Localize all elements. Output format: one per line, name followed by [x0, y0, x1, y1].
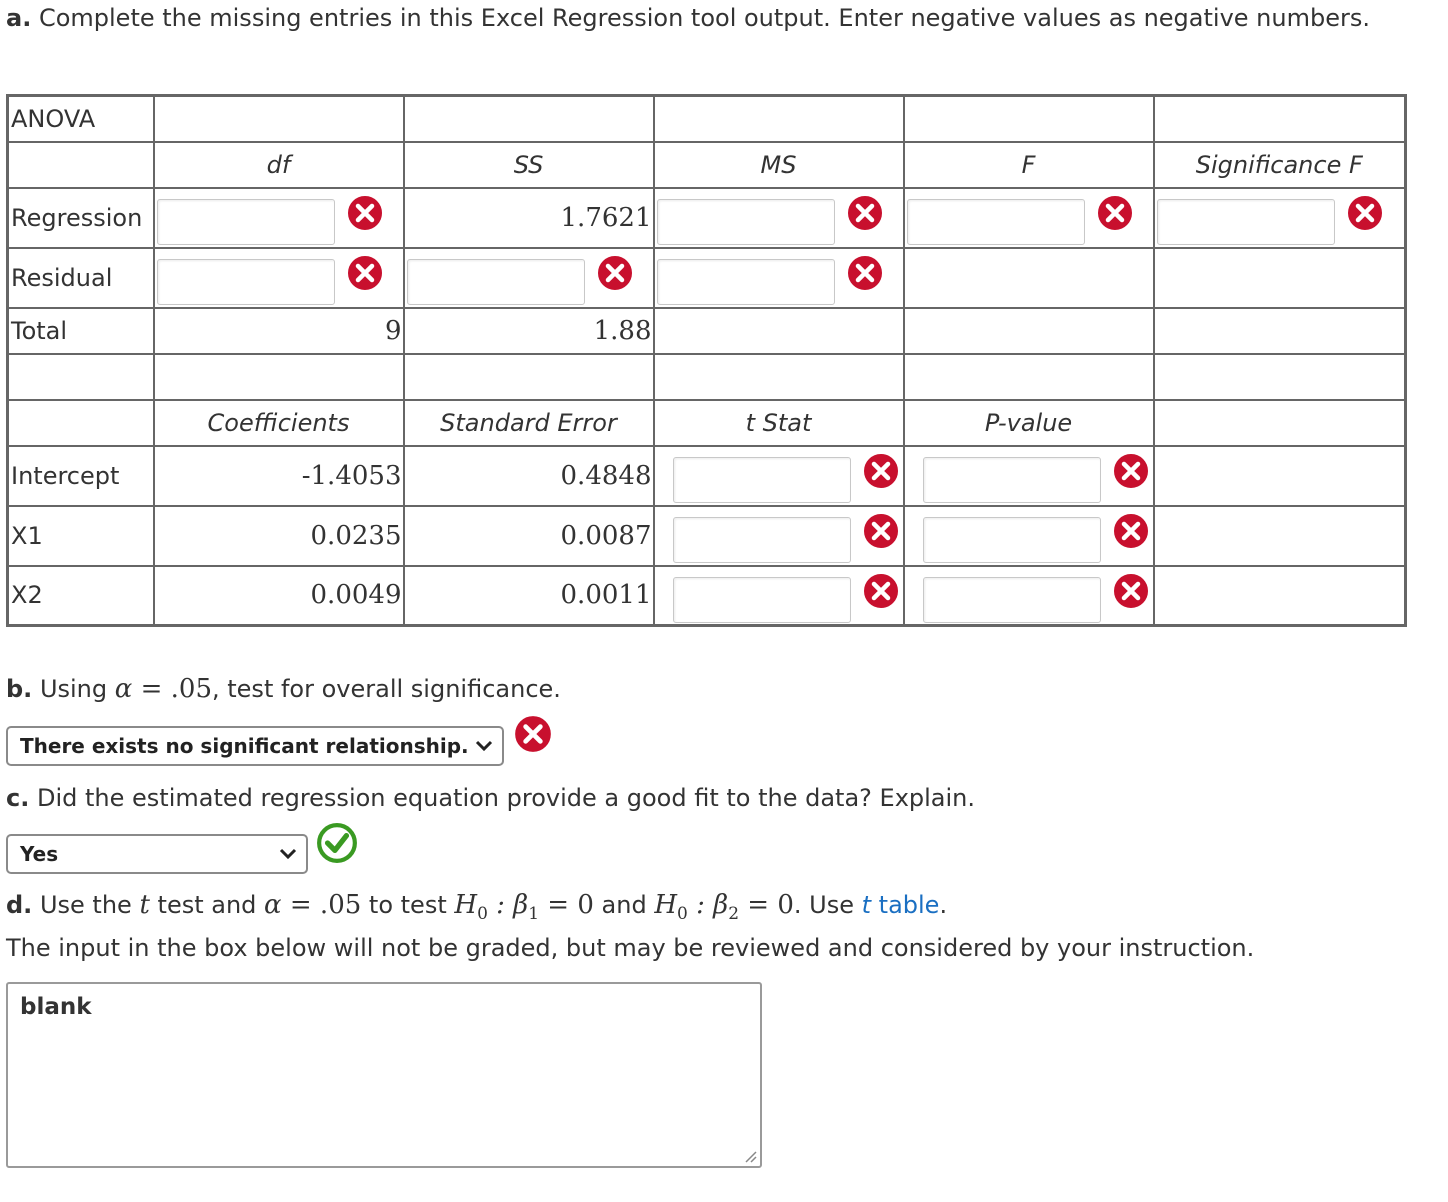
residual-df-input[interactable]: [157, 259, 335, 305]
row-label-regression: Regression: [8, 188, 154, 248]
residual-ss-input[interactable]: [407, 259, 585, 305]
good-fit-select[interactable]: [6, 834, 308, 874]
resize-handle-icon[interactable]: [742, 1148, 758, 1164]
regression-table: [6, 94, 1407, 627]
regression-ms-input[interactable]: [657, 199, 835, 245]
header-f: F: [904, 142, 1154, 188]
x2-se-value: 0.0011: [404, 566, 654, 626]
x-circle-icon: [861, 571, 901, 611]
x1-coef-value: 0.0235: [154, 506, 404, 566]
x-circle-icon: [845, 253, 885, 293]
intercept-coef-value: -1.4053: [154, 446, 404, 506]
total-df-value: 9: [154, 308, 404, 354]
part-d-note: The input in the box below will not be graded, but may be reviewed and considered by your instruction.: [6, 934, 1255, 962]
x-circle-icon: [1111, 451, 1151, 491]
part-a-prompt: [6, 4, 1370, 32]
overall-significance-select[interactable]: [6, 726, 504, 766]
t-table-link-t: t: [861, 891, 872, 919]
h0-subscript-2: 0: [677, 904, 688, 925]
regression-significance-f-input[interactable]: [1157, 199, 1335, 245]
part-d-text-1: Use the: [39, 891, 132, 919]
intercept-se-value: 0.4848: [404, 446, 654, 506]
regression-df-input[interactable]: [157, 199, 335, 245]
x2-pvalue-input[interactable]: [923, 577, 1101, 623]
x-circle-icon: [512, 713, 554, 755]
row-label-x2: X2: [8, 566, 154, 626]
h0-eq-1: = 0: [539, 890, 594, 920]
part-c-prompt: [6, 784, 975, 812]
h0-subscript-1: 0: [477, 904, 488, 925]
header-standard-error: Standard Error: [404, 400, 654, 446]
row-label-total: Total: [8, 308, 154, 354]
x-circle-icon: [1095, 193, 1135, 233]
intercept-tstat-input[interactable]: [673, 457, 851, 503]
beta-symbol-1: : β: [487, 890, 529, 920]
h0-eq-2: = 0: [739, 890, 794, 920]
regression-ss-value: 1.7621: [404, 188, 654, 248]
regression-f-input[interactable]: [907, 199, 1085, 245]
table-row: [8, 308, 1406, 354]
part-d-text-5: .: [939, 891, 948, 919]
chevron-down-icon: [474, 739, 494, 753]
header-p-value: P-value: [904, 400, 1154, 446]
overall-significance-selected: There exists no significant relationship.: [20, 734, 469, 758]
beta-subscript-2: 2: [728, 904, 740, 925]
row-label-x1: X1: [8, 506, 154, 566]
alpha-symbol: α: [264, 890, 282, 920]
header-t-stat: t Stat: [654, 400, 904, 446]
table-row: [8, 248, 1406, 308]
good-fit-selected: Yes: [20, 842, 59, 866]
residual-ms-input[interactable]: [657, 259, 835, 305]
part-c-text: Did the estimated regression equation provide a good fit to the data? Explain.: [36, 784, 976, 812]
x-circle-icon: [845, 193, 885, 233]
part-a-text: Complete the missing entries in this Excel Regression tool output. Enter negative values as negative numbers.: [38, 4, 1370, 32]
header-ms: MS: [654, 142, 904, 188]
part-d-text-3: to test: [368, 891, 447, 919]
beta-subscript-1: 1: [528, 904, 540, 925]
x2-tstat-input[interactable]: [673, 577, 851, 623]
x2-coef-value: 0.0049: [154, 566, 404, 626]
table-row: [8, 506, 1406, 566]
x-circle-icon: [861, 511, 901, 551]
beta-symbol-2: : β: [687, 890, 729, 920]
null-hypothesis-2: H: [654, 890, 678, 920]
part-d-prompt: [6, 890, 947, 924]
t-table-link[interactable]: [862, 891, 940, 919]
x1-se-value: 0.0087: [404, 506, 654, 566]
x-circle-icon: [345, 193, 385, 233]
header-ss: SS: [404, 142, 654, 188]
part-b-text: Using: [39, 675, 108, 703]
x1-tstat-input[interactable]: [673, 517, 851, 563]
part-d-label: d.: [6, 891, 33, 919]
x1-pvalue-input[interactable]: [923, 517, 1101, 563]
header-significance-f: Significance F: [1154, 142, 1406, 188]
answer-textarea[interactable]: [6, 982, 762, 1168]
part-a-label: a.: [6, 4, 32, 32]
row-label-intercept: Intercept: [8, 446, 154, 506]
x-circle-icon: [1345, 193, 1385, 233]
answer-text: blank: [20, 994, 92, 1020]
part-d-text-2: test and: [157, 891, 257, 919]
table-row: [8, 566, 1406, 626]
x-circle-icon: [345, 253, 385, 293]
x-circle-icon: [595, 253, 635, 293]
row-label-residual: Residual: [8, 248, 154, 308]
alpha-value: = .05: [140, 674, 212, 704]
t-table-link-text: table: [871, 891, 940, 919]
x-circle-icon: [1111, 571, 1151, 611]
part-b-prompt: [6, 674, 561, 704]
part-b-label: b.: [6, 675, 33, 703]
part-d-and: and: [601, 891, 647, 919]
alpha-symbol: α: [114, 674, 133, 704]
x-circle-icon: [861, 451, 901, 491]
table-row: [8, 446, 1406, 506]
chevron-down-icon: [278, 847, 298, 861]
part-d-text-4: . Use: [793, 891, 854, 919]
check-circle-icon: [316, 822, 358, 864]
table-row: [8, 188, 1406, 248]
t-variable: t: [139, 890, 150, 920]
total-ss-value: 1.88: [404, 308, 654, 354]
alpha-value: = .05: [289, 890, 362, 920]
header-coefficients: Coefficients: [154, 400, 404, 446]
intercept-pvalue-input[interactable]: [923, 457, 1101, 503]
part-c-label: c.: [6, 784, 30, 812]
anova-label: ANOVA: [8, 96, 154, 142]
header-df: df: [154, 142, 404, 188]
null-hypothesis-1: H: [454, 890, 478, 920]
part-b-text-after: , test for overall significance.: [212, 675, 561, 703]
x-circle-icon: [1111, 511, 1151, 551]
